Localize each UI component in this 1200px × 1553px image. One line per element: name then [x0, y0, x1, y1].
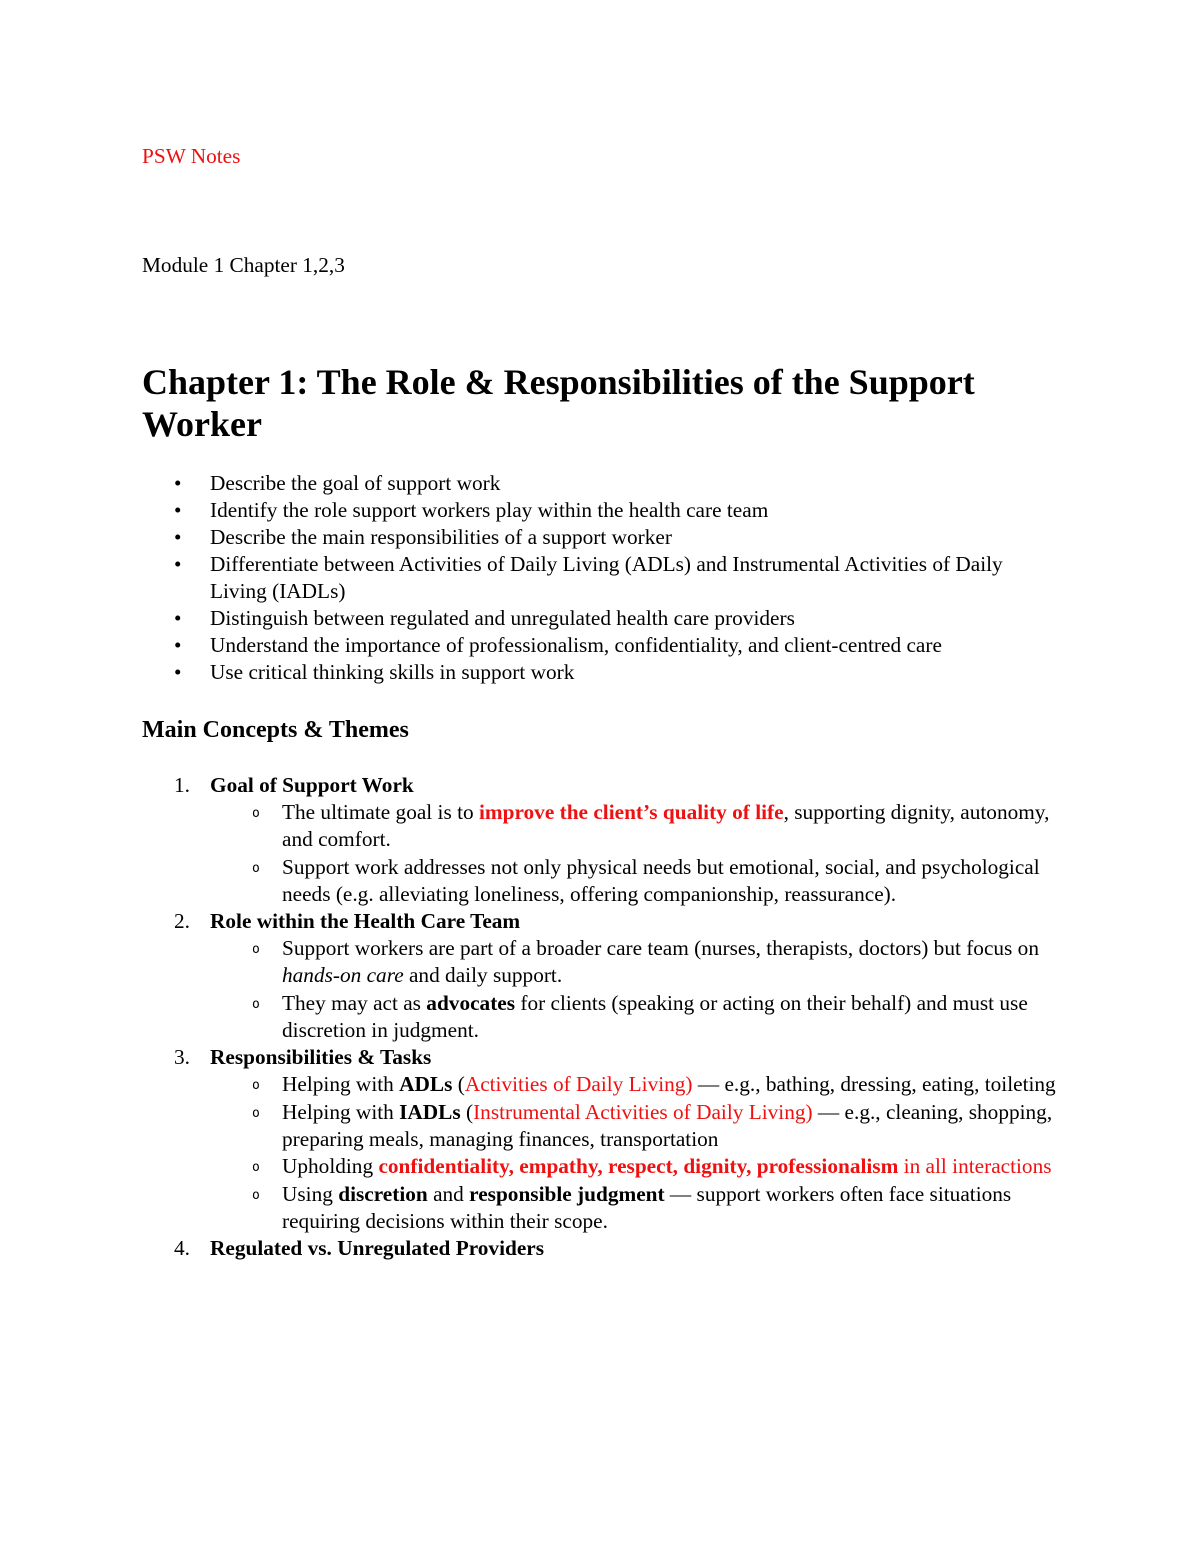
point-text: and	[427, 1181, 470, 1206]
concept-title: Regulated vs. Unregulated Providers	[210, 1236, 545, 1261]
point-text: Helping with	[282, 1072, 400, 1097]
concept-point	[210, 935, 1082, 990]
circle-bullet-icon: o	[252, 1187, 260, 1203]
highlight-text: improve the client’s quality of life	[478, 800, 784, 824]
point-text: (	[452, 1072, 465, 1097]
circle-bullet-icon: o	[252, 996, 260, 1012]
bullet-icon: •	[174, 633, 182, 657]
highlight-text: ,	[746, 1154, 757, 1179]
highlight-text: professionalism	[756, 1154, 899, 1179]
bullet-icon: •	[174, 525, 182, 549]
concept-point	[210, 1153, 1082, 1180]
concepts-list	[142, 772, 1082, 1262]
point-text: Upholding	[282, 1154, 379, 1179]
concept-points	[210, 799, 1082, 908]
red-text: Activities of Daily Living)	[464, 1072, 693, 1097]
concept-point	[210, 854, 1082, 909]
red-text: Instrumental Activities of Daily Living)	[473, 1099, 813, 1124]
point-text: for clients (speaking or acting on their behalf) and must use discretion in judgment.	[282, 990, 1028, 1043]
point-text: They may act as	[282, 990, 427, 1015]
point-text: Using	[282, 1181, 339, 1206]
point-text: (	[460, 1099, 474, 1124]
concept-point	[210, 1181, 1082, 1236]
chapter-title: Chapter 1: The Role & Responsibilities of the Support Worker	[142, 362, 975, 444]
concept-points	[210, 935, 1082, 1044]
circle-bullet-icon: o	[252, 806, 260, 821]
concept-title: Responsibilities & Tasks	[210, 1045, 432, 1070]
bold-text: ADLs	[399, 1072, 453, 1097]
objective-text: Use critical thinking skills in support work	[210, 660, 575, 684]
highlight-text: empathy	[519, 1154, 598, 1179]
bullet-icon: •	[174, 498, 182, 522]
objective-text: Understand the importance of professionalism, confidentiality, and client-centred care	[210, 633, 942, 657]
concept-item	[142, 772, 1082, 908]
highlight-text: dignity	[683, 1154, 747, 1179]
bullet-icon: •	[174, 471, 182, 495]
concept-point	[210, 1099, 1082, 1154]
concept-item	[142, 1044, 1082, 1235]
objective-text: Differentiate between Activities of Daily Living (ADLs) and Instrumental Activities of Daily Living (IADLs)	[210, 552, 1003, 603]
highlight-text: ,	[597, 1154, 609, 1179]
point-text: , supporting dignity, autonomy, and comfort.	[282, 800, 1050, 852]
objective-text: Describe the goal of support work	[210, 471, 501, 495]
point-text: — support workers often face situations requiring decisions within their scope.	[282, 1181, 1012, 1233]
point-text: Support workers are part of a broader care team (nurses, therapists, doctors) but focus on	[282, 936, 1039, 961]
red-text: in all interactions	[898, 1154, 1052, 1179]
learning-objectives-list	[142, 470, 1062, 686]
bullet-icon: •	[174, 660, 182, 684]
concept-title: Role within the Health Care Team	[210, 909, 521, 934]
circle-bullet-icon: o	[252, 1105, 260, 1121]
objective-item	[142, 497, 1062, 524]
highlight-text: ,	[672, 1154, 684, 1179]
concept-number: 3.	[174, 1045, 190, 1070]
objective-text: Distinguish between regulated and unregulated health care providers	[210, 606, 795, 630]
objective-item	[142, 470, 1062, 497]
objective-text: Identify the role support workers play within the health care team	[210, 498, 769, 522]
concept-number: 4.	[174, 1236, 190, 1261]
point-text: Helping with	[282, 1099, 400, 1124]
bold-text: advocates	[426, 990, 516, 1015]
document-header: PSW Notes	[142, 144, 241, 168]
concept-points	[210, 1071, 1082, 1235]
bold-text: IADLs	[399, 1099, 461, 1124]
point-text: The ultimate goal is to	[282, 800, 479, 824]
objective-item	[142, 605, 1062, 632]
point-text: — e.g., cleaning, shopping, preparing meals, managing finances, transportation	[282, 1099, 1053, 1151]
concept-point	[210, 799, 1082, 854]
circle-bullet-icon: o	[252, 1160, 260, 1176]
concept-item	[142, 1235, 1082, 1262]
objective-item	[142, 659, 1062, 686]
objective-item	[142, 524, 1062, 551]
circle-bullet-icon: o	[252, 942, 260, 958]
bullet-icon: •	[174, 606, 182, 630]
highlight-text: ,	[508, 1154, 520, 1179]
highlight-text: respect	[608, 1154, 673, 1179]
point-text: Support work addresses not only physical needs but emotional, social, and psychological needs (e.g. alleviating loneliness, offering companionship, reassurance).	[282, 854, 1040, 906]
concept-number: 1.	[174, 773, 190, 797]
concept-point	[210, 990, 1082, 1045]
bold-text: discretion	[338, 1181, 428, 1206]
concept-point	[210, 1071, 1082, 1098]
module-line: Module 1 Chapter 1,2,3	[142, 253, 345, 277]
circle-bullet-icon: o	[252, 1078, 260, 1094]
objective-item	[142, 551, 1062, 605]
concepts-heading: Main Concepts & Themes	[142, 717, 409, 743]
concept-number: 2.	[174, 909, 190, 934]
bold-text: responsible judgment	[469, 1181, 665, 1206]
point-text: and daily support.	[403, 963, 563, 988]
concept-item	[142, 908, 1082, 1044]
highlight-text: confidentiality	[378, 1154, 509, 1179]
concept-title: Goal of Support Work	[210, 773, 414, 797]
objective-text: Describe the main responsibilities of a support worker	[210, 525, 672, 549]
italic-text: hands-on care	[282, 963, 404, 988]
point-text: — e.g., bathing, dressing, eating, toileting	[692, 1072, 1056, 1097]
objective-item	[142, 632, 1062, 659]
circle-bullet-icon: o	[252, 860, 260, 876]
bullet-icon: •	[174, 552, 182, 576]
